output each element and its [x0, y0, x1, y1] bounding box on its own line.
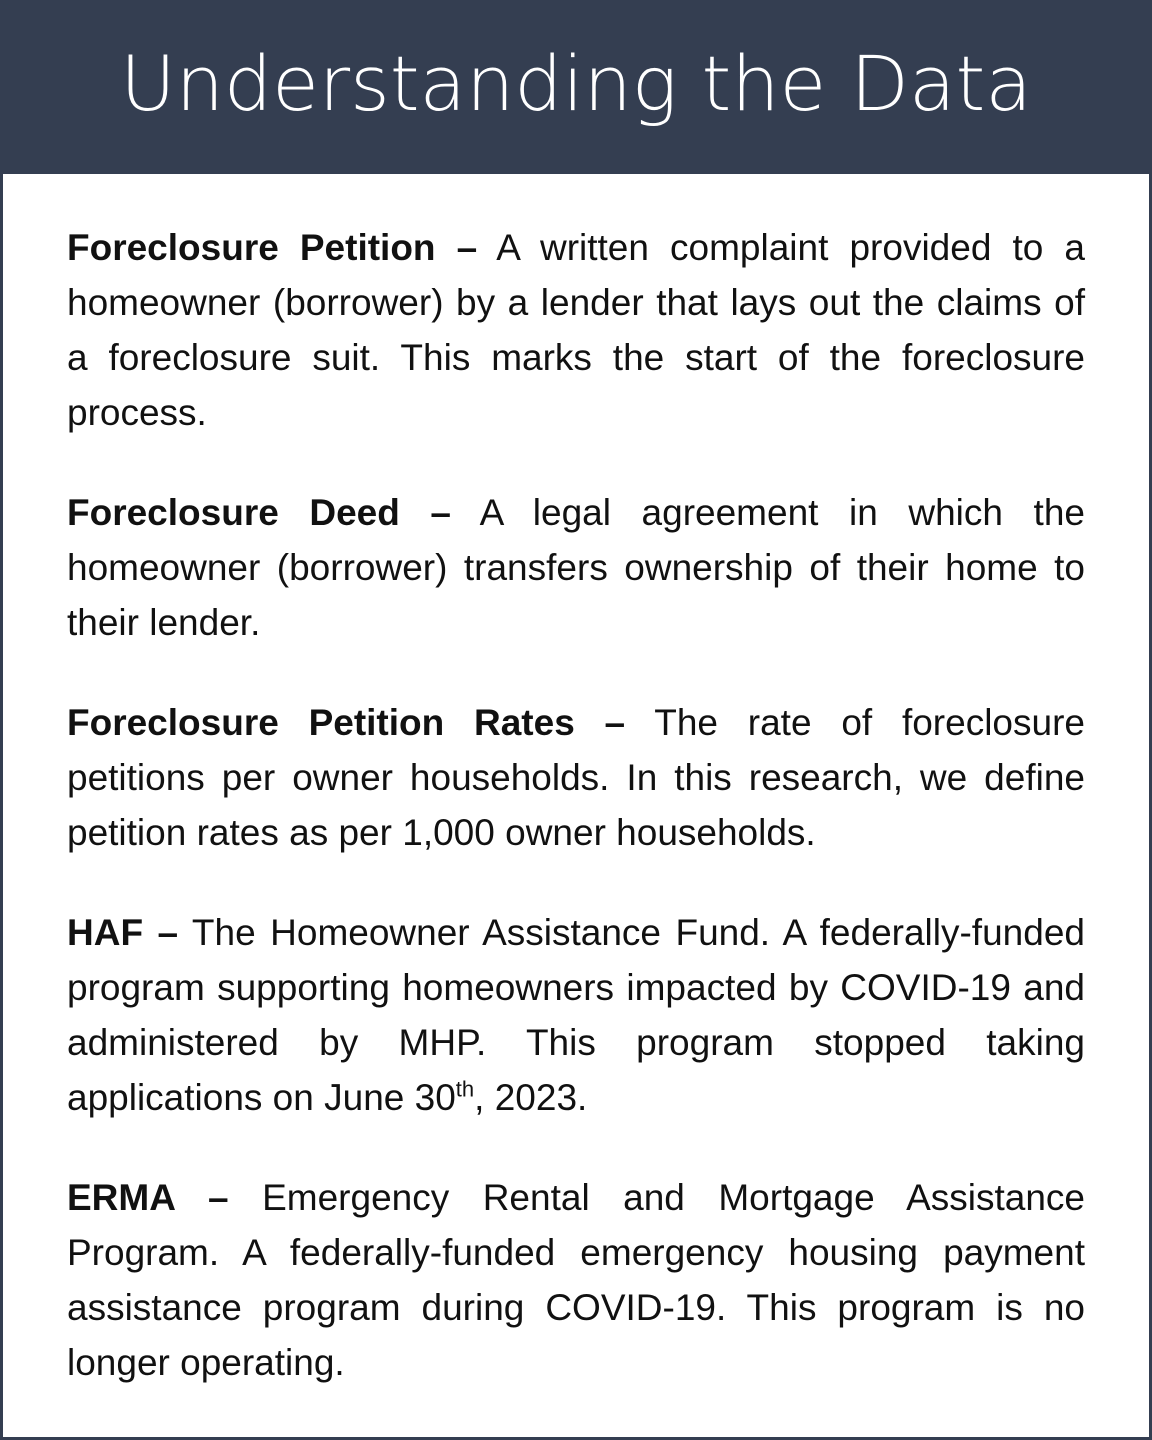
definition-term: HAF – — [67, 912, 179, 953]
definition-erma — [67, 1170, 1085, 1390]
page-title: Understanding the Data — [120, 39, 1032, 128]
definition-text: Emergency Rental and Mortgage Assistance Program. A federally-funded emergency housing payment assistance program during COVID-19. This program is no longer operating. — [67, 1177, 1085, 1383]
definition-foreclosure-deed — [67, 485, 1085, 650]
header-banner — [3, 3, 1149, 174]
definition-foreclosure-petition-rates — [67, 695, 1085, 860]
definition-foreclosure-petition — [67, 220, 1085, 440]
definition-term: Foreclosure Petition – — [67, 227, 478, 268]
definition-text: The rate of foreclosure petitions per owner households. In this research, we define petition rates as per 1,000 owner households. — [67, 702, 1085, 853]
definition-term: Foreclosure Petition Rates – — [67, 702, 626, 743]
definition-haf — [67, 905, 1085, 1125]
definition-text: A legal agreement in which the homeowner (borrower) transfers ownership of their home to their lender. — [67, 492, 1085, 643]
definition-term: Foreclosure Deed – — [67, 492, 452, 533]
definition-superscript: th — [455, 1076, 475, 1102]
definitions-list — [67, 220, 1085, 1435]
definition-text: The Homeowner Assistance Fund. A federally-funded program supporting homeowners impacted by COVID-19 and administered by MHP. This program stopped taking applications on June 30 — [67, 912, 1085, 1118]
definition-term: ERMA – — [67, 1177, 229, 1218]
definition-text-after: , 2023. — [474, 1077, 588, 1118]
definition-text: A written complaint provided to a homeowner (borrower) by a lender that lays out the claims of a foreclosure suit. This marks the start of the foreclosure process. — [67, 227, 1085, 433]
